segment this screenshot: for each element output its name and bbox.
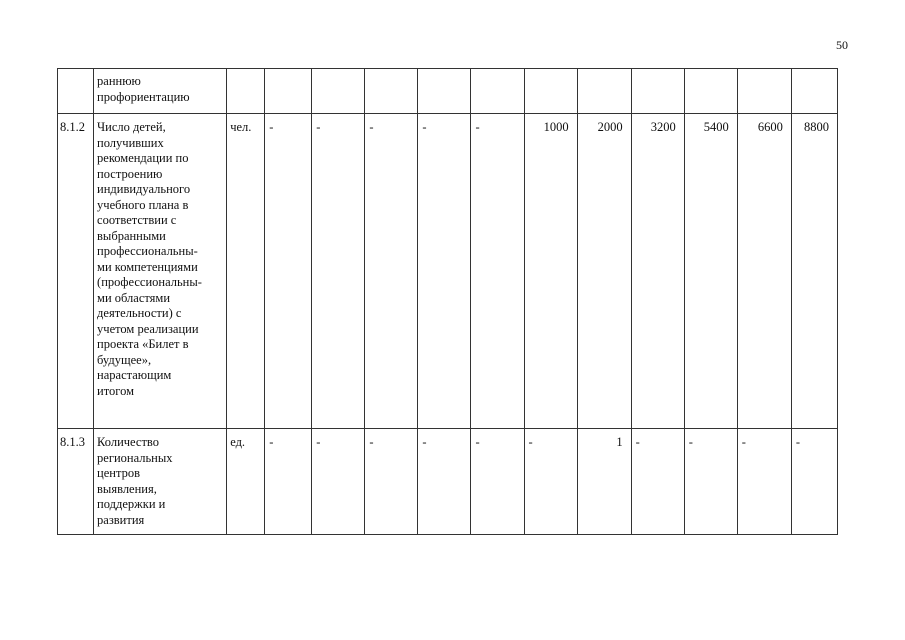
value-cell: 6600 — [737, 114, 791, 429]
description-line: индивидуального — [97, 182, 191, 196]
value-cell: - — [365, 429, 418, 535]
value-cell: 3200 — [631, 114, 684, 429]
description-line: будущее», — [97, 352, 152, 367]
value-cell — [684, 69, 737, 114]
value-cell: 5400 — [684, 114, 737, 429]
value-cell: 8800 — [791, 114, 837, 429]
row-number-cell — [58, 69, 94, 114]
value-cell — [418, 69, 471, 114]
description-line: профессиональны- — [97, 244, 198, 258]
table-row — [58, 114, 838, 429]
value-cell: - — [631, 429, 684, 535]
value-cell — [471, 69, 524, 114]
value-cell: - — [471, 114, 524, 429]
value-cell: 1 — [577, 429, 631, 535]
value-cell — [791, 69, 837, 114]
row-number-cell: 8.1.3 — [58, 429, 94, 535]
description-line: Число детей, — [97, 120, 166, 134]
description-line: соответствии с — [97, 213, 177, 227]
description-line: (профессиональны- — [97, 275, 202, 289]
value-cell: - — [265, 429, 312, 535]
unit-cell — [227, 69, 265, 114]
value-cell — [737, 69, 791, 114]
value-cell — [577, 69, 631, 114]
description-line: раннюю — [97, 74, 141, 88]
value-cell: - — [365, 114, 418, 429]
description-line: поддержки и — [97, 497, 166, 511]
value-cell: - — [312, 429, 365, 535]
page-number: 50 — [836, 38, 848, 52]
description-line: профориентацию — [97, 89, 190, 104]
value-cell — [312, 69, 365, 114]
description-line: итогом — [97, 383, 135, 398]
indicator-description-cell — [94, 69, 227, 114]
value-cell: - — [418, 429, 471, 535]
description-line: Количество — [97, 435, 159, 449]
value-cell: - — [312, 114, 365, 429]
value-cell — [265, 69, 312, 114]
value-cell: - — [471, 429, 524, 535]
table-row — [58, 69, 838, 114]
indicator-description-cell — [94, 429, 227, 535]
description-line: получивших — [97, 135, 164, 150]
value-cell — [631, 69, 684, 114]
description-line: проекта «Билет в — [97, 337, 189, 351]
indicator-table — [57, 68, 838, 535]
value-cell: - — [265, 114, 312, 429]
table-row — [58, 429, 838, 535]
indicator-description-cell — [94, 114, 227, 429]
value-cell: - — [791, 429, 837, 535]
description-line: ми компетенциями — [97, 259, 198, 274]
description-line: построению — [97, 166, 163, 181]
description-line: учебного плана в — [97, 197, 189, 212]
description-line: рекомендации по — [97, 151, 189, 165]
unit-cell: ед. — [227, 429, 265, 535]
description-line: выявления, — [97, 481, 157, 496]
row-number-cell: 8.1.2 — [58, 114, 94, 429]
unit-cell: чел. — [227, 114, 265, 429]
value-cell: - — [737, 429, 791, 535]
value-cell: 1000 — [524, 114, 577, 429]
description-line: нарастающим — [97, 368, 172, 382]
value-cell: - — [524, 429, 577, 535]
value-cell — [365, 69, 418, 114]
description-line: учетом реализации — [97, 321, 199, 336]
value-cell: - — [684, 429, 737, 535]
value-cell: - — [418, 114, 471, 429]
value-cell — [524, 69, 577, 114]
description-line: ми областями — [97, 290, 171, 305]
description-line: региональных — [97, 450, 173, 465]
description-line: выбранными — [97, 228, 166, 243]
description-line: центров — [97, 466, 140, 480]
description-line: деятельности) с — [97, 306, 182, 320]
value-cell: 2000 — [577, 114, 631, 429]
description-line: развития — [97, 512, 145, 527]
table-body — [58, 69, 838, 535]
